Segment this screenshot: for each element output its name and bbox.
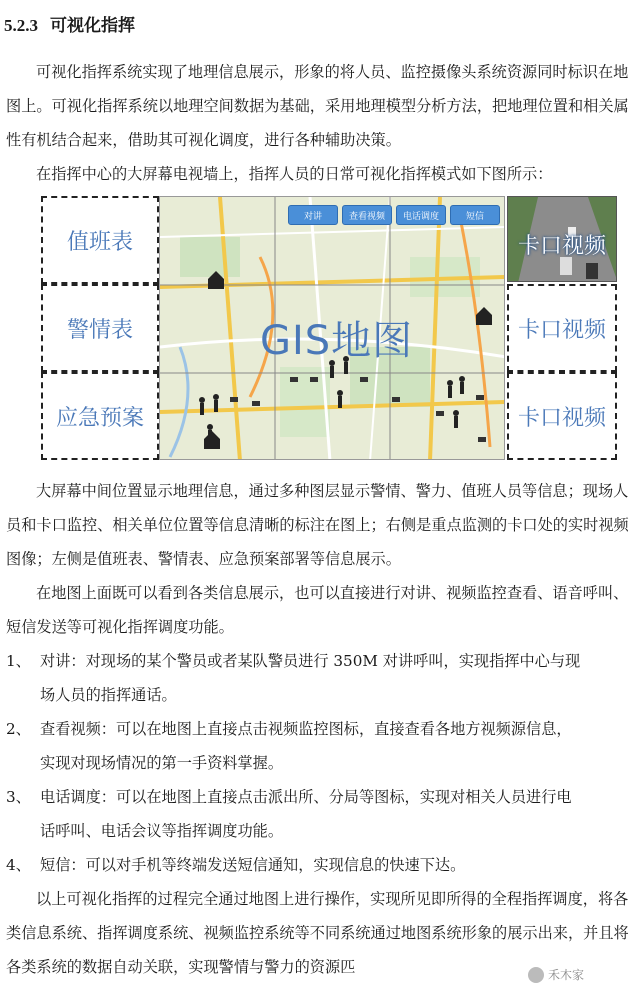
checkpoint-video-panel: 卡口视频 bbox=[507, 284, 617, 372]
list-item-sms: 4、 短信：可以对手机等终端发送短信通知，实现信息的快速下达。 bbox=[6, 856, 466, 874]
checkpoint-video-feed bbox=[507, 196, 617, 282]
section-title: 可视化指挥 bbox=[50, 16, 135, 36]
list-item-intercom: 1、 对讲：对现场的某个警员或者某队警员进行 350M 对讲呼叫，实现指挥中心与现 场人员的指挥通话。 bbox=[6, 652, 581, 704]
gis-map-label: GIS地图 bbox=[260, 318, 414, 364]
wechat-logo-icon bbox=[528, 967, 544, 983]
duty-roster-panel: 值班表 bbox=[41, 196, 159, 284]
sms-button[interactable]: 短信 bbox=[450, 205, 500, 225]
gis-map bbox=[159, 196, 505, 460]
paragraph-intro: 可视化指挥系统实现了地理信息展示，形象的将人员、监控摄像头系统资源同时标识在地图上。可视化指挥系统以地理空间数据为基础，采用地理模型分析方法，把地理位置和相关属性有机结合起来，借助其可视化调度，进行各种辅助决策。 bbox=[6, 63, 629, 149]
view-video-button[interactable]: 查看视频 bbox=[342, 205, 392, 225]
phone-dispatch-button[interactable]: 电话调度 bbox=[396, 205, 446, 225]
paragraph-figure-intro: 在指挥中心的大屏幕电视墙上，指挥人员的日常可视化指挥模式如下图所示： bbox=[36, 165, 553, 183]
incident-table-panel: 警情表 bbox=[41, 284, 159, 372]
list-item-phone-dispatch: 3、 电话调度：可以在地图上直接点击派出所、分局等图标，实现对相关人员进行电 话呼叫、电话会议等指挥调度功能。 bbox=[6, 788, 572, 840]
section-number: 5.2.3 bbox=[4, 16, 38, 35]
paragraph-map-functions: 在地图上面既可以看到各类信息展示，也可以直接进行对讲、视频监控查看、语音呼叫、短信发送等可视化指挥调度功能。 bbox=[6, 584, 629, 636]
video-panel-label: 卡口视频 bbox=[517, 234, 606, 259]
intercom-button[interactable]: 对讲 bbox=[288, 205, 338, 225]
list-item-view-video: 2、 查看视频：可以在地图上直接点击视频监控图标，直接查看各地方视频源信息， 实现对现场情况的第一手资料掌握。 bbox=[6, 720, 572, 772]
paragraph-screen-description: 大屏幕中间位置显示地理信息，通过多种图层显示警情、警力、值班人员等信息；现场人员和卡口监控、相关单位位置等信息清晰的标注在图上；右侧是重点监测的卡口处的实时视频图像；左侧是值班表、警情表、应急预案部署等信息展示。 bbox=[6, 482, 629, 568]
command-screen-figure bbox=[41, 196, 617, 460]
watermark: 禾木家 bbox=[528, 966, 584, 983]
emergency-plan-panel: 应急预案 bbox=[41, 372, 159, 460]
paragraph-summary: 以上可视化指挥的过程完全通过地图上进行操作，实现所见即所得的全程指挥调度，将各类信息系统、指挥调度系统、视频监控系统等不同系统通过地图系统形象的展示出来，并且将各类系统的数据自动关联，实现警情与警力的资源匹 bbox=[6, 890, 629, 976]
section-heading bbox=[4, 11, 135, 36]
checkpoint-video-panel: 卡口视频 bbox=[507, 372, 617, 460]
